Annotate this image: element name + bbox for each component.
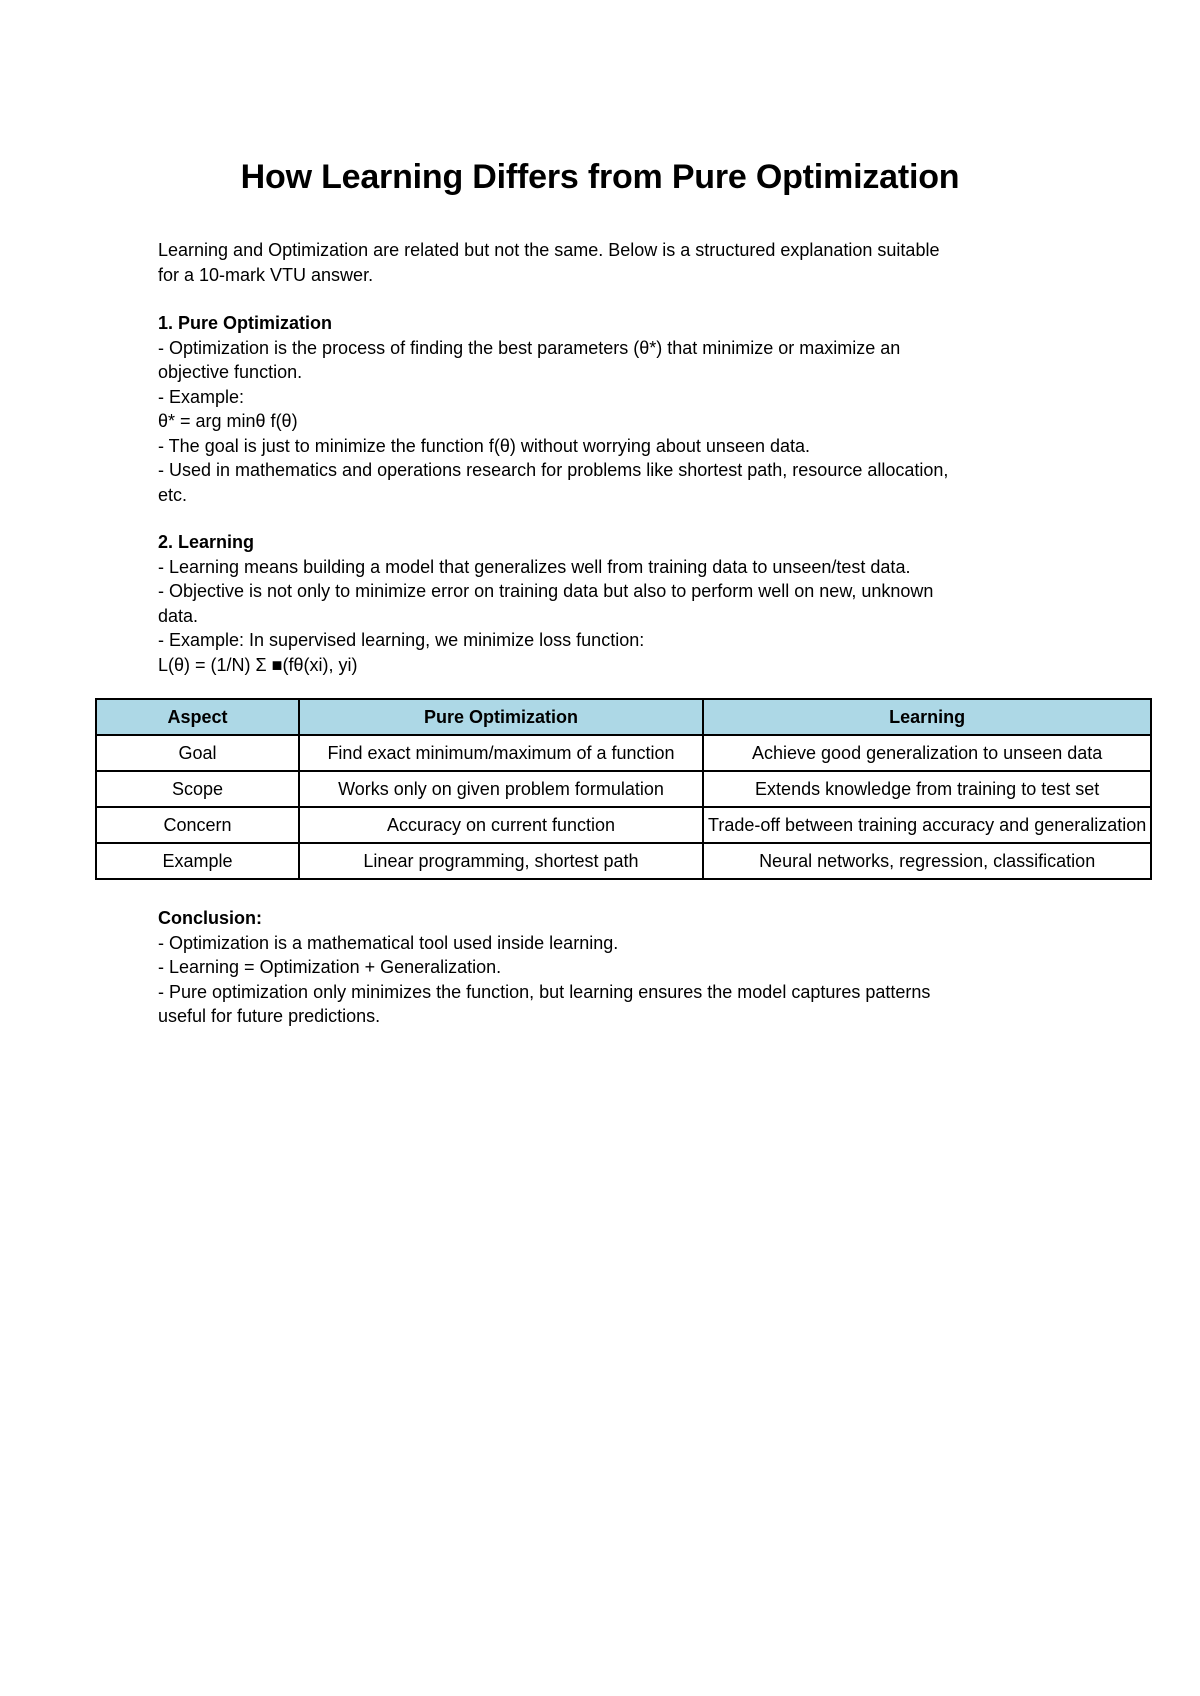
comparison-table <box>95 698 1152 880</box>
section-line: etc. <box>158 484 188 505</box>
section-line: data. <box>158 605 199 626</box>
table-cell: Find exact minimum/maximum of a function <box>299 735 703 771</box>
section-line: - Used in mathematics and operations research for problems like shortest path, resource allocation, <box>158 460 949 480</box>
table-header-row <box>96 699 1151 735</box>
section-heading: 2. Learning <box>158 532 255 552</box>
section-line: objective function. <box>158 362 303 382</box>
section-learning <box>158 530 1058 677</box>
section-line: - Learning = Optimization + Generalization. <box>158 957 502 977</box>
table-cell: Achieve good generalization to unseen data <box>703 735 1151 771</box>
table-cell: Trade-off between training accuracy and generalization <box>703 807 1151 843</box>
table-header-cell: Pure Optimization <box>299 699 703 735</box>
section-conclusion <box>158 906 1058 1029</box>
section-line: - Learning means building a model that generalizes well from training data to unseen/test data. <box>158 556 911 577</box>
section-pure-optimization <box>158 311 1058 507</box>
table-cell: Neural networks, regression, classification <box>703 843 1151 879</box>
table-row <box>96 843 1151 879</box>
table-cell: Scope <box>96 771 299 807</box>
section-heading: Conclusion: <box>158 908 262 928</box>
table-cell: Example <box>96 843 299 879</box>
intro-paragraph <box>158 238 1058 287</box>
section-line: - Optimization is the process of finding the best parameters (θ*) that minimize or maximize an <box>158 337 901 358</box>
table-row <box>96 771 1151 807</box>
formula: L(θ) = (1/N) Σ ■(fθ(xi), yi) <box>158 654 358 675</box>
section-heading: 1. Pure Optimization <box>158 313 333 333</box>
section-line: - Pure optimization only minimizes the function, but learning ensures the model captures patterns <box>158 981 931 1002</box>
table-header-cell: Learning <box>703 699 1151 735</box>
table-row <box>96 735 1151 771</box>
intro-line: for a 10-mark VTU answer. <box>158 264 374 285</box>
section-line: useful for future predictions. <box>158 1006 381 1026</box>
section-line: - The goal is just to minimize the function f(θ) without worrying about unseen data. <box>158 435 811 456</box>
page-title: How Learning Differs from Pure Optimization <box>240 158 960 196</box>
table-cell: Linear programming, shortest path <box>299 843 703 879</box>
section-line: - Objective is not only to minimize error on training data but also to perform well on new, unknown <box>158 581 934 601</box>
table-cell: Works only on given problem formulation <box>299 771 703 807</box>
table-header-cell: Aspect <box>96 699 299 735</box>
section-line: - Optimization is a mathematical tool used inside learning. <box>158 932 619 953</box>
intro-line: Learning and Optimization are related but not the same. Below is a structured explanation suitable <box>158 240 940 260</box>
formula: θ* = arg minθ f(θ) <box>158 411 298 431</box>
section-line: - Example: In supervised learning, we minimize loss function: <box>158 630 645 650</box>
section-line: - Example: <box>158 386 245 407</box>
table-cell: Accuracy on current function <box>299 807 703 843</box>
table-cell: Extends knowledge from training to test set <box>703 771 1151 807</box>
table-row <box>96 807 1151 843</box>
table-cell: Goal <box>96 735 299 771</box>
table-cell: Concern <box>96 807 299 843</box>
